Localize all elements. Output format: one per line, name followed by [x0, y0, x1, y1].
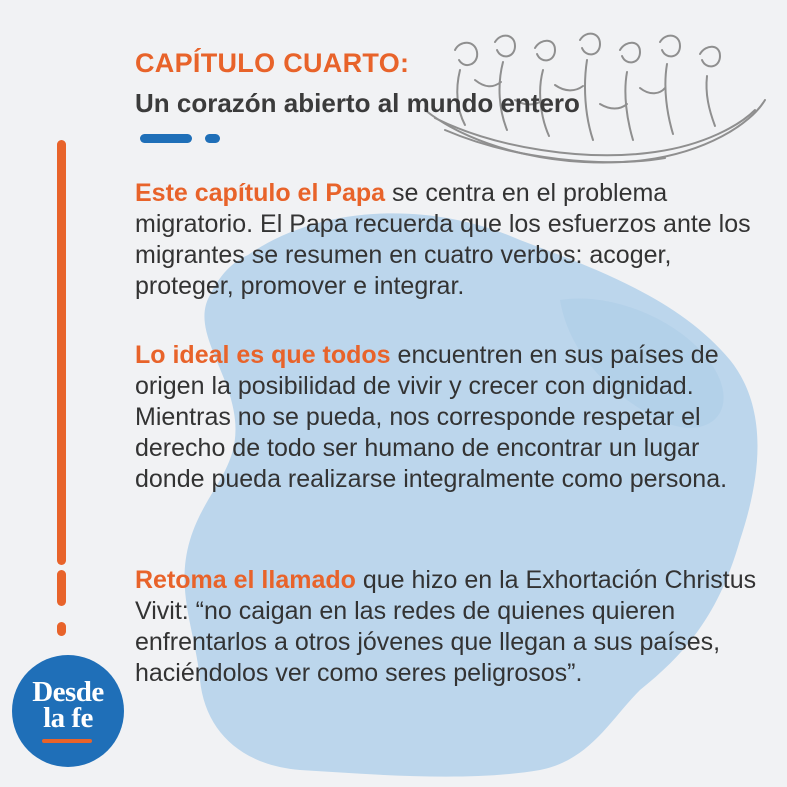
paragraph-highlight: Retoma el llamado	[135, 566, 356, 594]
decorative-dash-long	[140, 134, 192, 143]
paragraph-text: se centra en el problema migratorio. El Papa recuerda que los esfuerzos ante los migrantes se resumen en cuatro verbos: acoger, proteger, promover e integrar.	[135, 179, 751, 300]
decorative-vertical-dot	[57, 622, 66, 636]
paragraph-highlight: Lo ideal es que todos	[135, 341, 391, 369]
chapter-subtitle: Un corazón abierto al mundo entero	[135, 88, 580, 118]
decorative-dash-short	[205, 134, 220, 143]
chapter-title: CAPÍTULO CUARTO:	[135, 48, 410, 78]
paragraph-highlight: Este capítulo el Papa	[135, 179, 386, 207]
paragraph-text: encuentren en sus países de origen la posibilidad de vivir y crecer con dignidad. Mientras no se pueda, nos corresponde respetar el derecho de todo ser humano de encontrar un lugar donde pueda realizarse integralmente como persona.	[135, 341, 728, 493]
desde-la-fe-logo	[12, 655, 124, 767]
logo-line-2: la fe	[43, 702, 93, 734]
logo-line-1: Desde	[32, 676, 104, 708]
decorative-vertical-line-short	[57, 570, 66, 606]
paragraph-migration	[135, 178, 765, 302]
paragraph-text: que hizo en la Exhortación Christus Vivit: “no caigan en las redes de quienes quieren enfrentarlos a otros jóvenes que llegan a sus países, haciéndolos ver como seres peligrosos”.	[135, 566, 757, 687]
paragraph-christus-vivit	[135, 565, 765, 689]
decorative-vertical-line	[57, 140, 66, 565]
paragraph-dignity	[135, 340, 765, 495]
logo-underline	[42, 739, 92, 743]
